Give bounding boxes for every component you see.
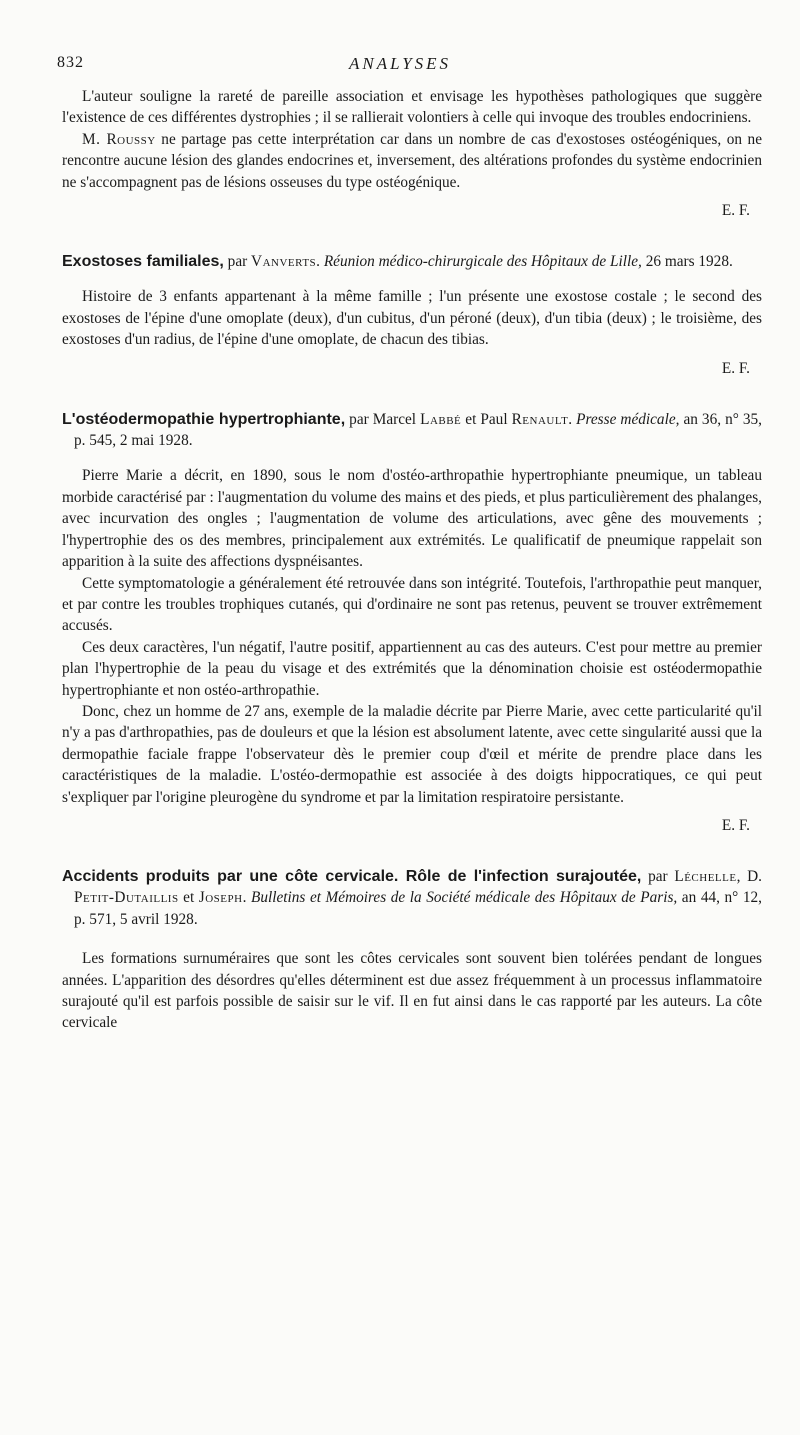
article3-author-3: Joseph — [198, 889, 243, 907]
article2-author-1: Labbé — [420, 410, 462, 428]
article3-sep-1: , D. — [736, 867, 762, 885]
article1-by: par — [223, 253, 252, 271]
article1-signature: E. F. — [721, 359, 750, 377]
intro-signature: E. F. — [721, 202, 750, 220]
article2-by: par Marcel — [345, 410, 421, 428]
article2-paragraph-1: Pierre Marie a décrit, en 1890, sous le nom d'ostéo-arthropathie hypertrophiante pneumique, un tableau morbide caractérisé par : l'augmentation du volume des mains et des pieds, et plus particulièrement des phalanges, avec incurvation des ongles ; l'augmentation de volume des articulations, avec gêne des mouvements ; l'hypertrophie des os des membres, principalement aux extrémités. Le qualificatif de pneumique rappelait son apparition à la suite des affections dyspnéisantes. — [62, 467, 762, 571]
article3-title: Accidents produits par une côte cervicale. Rôle de l'infection surajoutée, — [62, 867, 642, 885]
article2-signature: E. F. — [721, 816, 750, 834]
page-header — [0, 54, 800, 78]
article1-author: Vanverts — [251, 253, 317, 271]
article3-sep-2: . — [242, 889, 251, 907]
article3-author-2: Petit-Dutaillis — [74, 889, 179, 907]
article1-heading — [62, 251, 762, 272]
article2-title: L'ostéodermopathie hypertrophiante, — [62, 410, 346, 428]
article1-paragraph-1: Histoire de 3 enfants appartenant à la même famille ; l'un présente une exostose costale ; le second des exostoses de l'épine d'une omoplate (deux), d'un cubitus, d'un péroné (deux), d'un tibia (deux) ; le troisième, des exostoses d'un radius, de l'épine d'une omoplate, de chacun des tibias. — [62, 288, 762, 349]
page-content — [62, 86, 762, 1034]
article3-date: an 44, n° 12, p. 571, 5 avril 1928. — [74, 889, 762, 928]
article2-date: an 36, n° 35, p. 545, 2 mai 1928. — [74, 410, 762, 450]
intro-paragraph-2-text: ne partage pas cette interprétation car dans un nombre de cas d'exostoses ostéogéniques, on ne rencontre aucune lésion des glandes endocrines et, inversement, des altérations profondes du système endocrinien ne s'accompagnent pas de lésions osseuses du type ostéogénique. — [62, 130, 762, 191]
article3-and: et — [178, 889, 199, 907]
article1-reference: Réunion médico-chirurgicale des Hôpitaux de Lille, — [323, 253, 642, 271]
page-number: 832 — [57, 54, 84, 71]
article2-and: et Paul — [461, 410, 512, 428]
article3-by: par — [641, 867, 675, 885]
article2-reference: Presse médicale, — [576, 410, 680, 428]
article1-title: Exostoses familiales, — [62, 253, 224, 271]
article1-date: 26 mars 1928. — [641, 253, 733, 271]
article3-reference: Bulletins et Mémoires de la Société médicale des Hôpitaux de Paris, — [250, 889, 678, 907]
intro-paragraph-1: L'auteur souligne la rareté de pareille association et envisage les hypothèses pathologiques que suggère l'existence de ces différentes dystrophies ; il se rallierait volontiers à celle qui invoque des troubles endocriniens. — [62, 88, 762, 127]
article2-paragraph-2: Cette symptomatologie a généralement été retrouvée dans son intégrité. Toutefois, l'arthropathie peut manquer, et par contre les troubles trophiques cutanés, qui d'ordinaire ne sont pas retenus, peuvent se trouver extrêmement accusés. — [62, 574, 762, 635]
article3-paragraph-1: Les formations surnuméraires que sont les côtes cervicales sont souvent bien tolérées pendant de longues années. L'apparition des désordres qu'elles déterminent est due assez fréquemment à un processus inflammatoire surajouté qu'il est parfois possible de saisir sur le vif. Il en fut ainsi dans le cas rapporté par les auteurs. La côte cervicale — [62, 950, 762, 1032]
article3-author-1: Léchelle — [674, 867, 737, 885]
intro-author: M. Roussy — [82, 130, 156, 148]
article2-paragraph-3: Ces deux caractères, l'un négatif, l'autre positif, appartiennent au cas des auteurs. C'est pour mettre au premier plan l'hypertrophie de la peau du visage et des extrémités que la dénomination choisie est ostéodermopathie hypertrophiante et non ostéo-arthropathie. — [62, 638, 762, 699]
intro-paragraph-2 — [62, 129, 762, 193]
article3-heading — [62, 866, 762, 930]
article2-sep: . — [568, 410, 577, 428]
running-head: ANALYSES — [348, 54, 452, 73]
article2-paragraph-4: Donc, chez un homme de 27 ans, exemple de la maladie décrite par Pierre Marie, avec cette particularité qu'il n'y a pas d'arthropathies, pas de douleurs et que la lésion est absolument latente, avec cette singularité aussi que la dermopathie faciale frappe l'observateur dès le premier coup d'œil et mérite de prendre place dans les caractéristiques de la maladie. L'ostéo-dermopathie est associée à des doigts hippocratiques, ce qui peut s'expliquer par l'origine pleurogène du syndrome et par la limitation respiratoire persistante. — [62, 702, 762, 806]
article2-heading — [62, 409, 762, 452]
article2-author-2: Renault — [511, 410, 569, 428]
article1-sep: . — [316, 253, 324, 271]
